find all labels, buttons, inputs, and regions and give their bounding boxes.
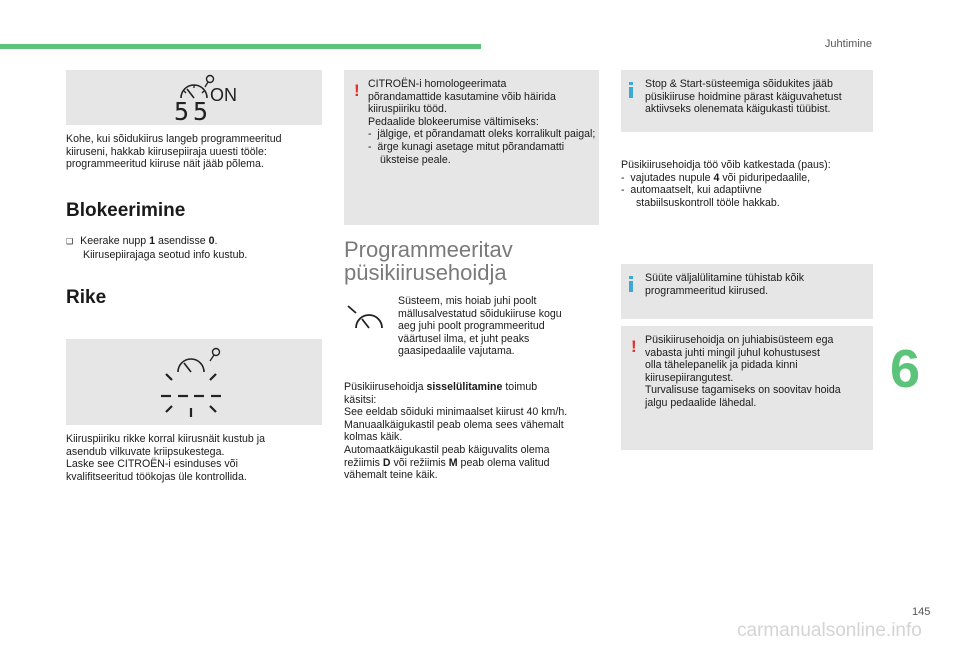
warning-icon: ! [631,337,637,356]
section-title: Juhtimine [824,38,872,50]
info-icon [629,82,633,98]
cruise-control-title: Programmeeritav püsikiirusehoidja [344,237,513,285]
cruise-control-icon [346,302,388,338]
floor-mat-warning-box: ! CITROËN-i homologeerimata põrandamattide kasutamine võib häirida kiiruspiiriku tööd. Pedaalide blokeerumise vältimiseks: - jälgige, et põrandamatt oleks korralikult paigal; - ärge kunagi asetage mitut põrandamatti üksteise peale. [344,70,599,225]
pause-text: Püsikiirusehoidja töö võib katkestada (paus): - vajutades nupule 4 või piduripedaalile, - automaatselt, kui adaptiivne stabiilsuskontroll tööle hakkab. [621,159,881,209]
list-item: - jälgige, et põrandamatt oleks korralikult paigal; [368,128,596,141]
info-icon [629,276,633,292]
list-item: - ärge kunagi asetage mitut põrandamatti üksteise peale. [368,140,565,166]
heading-blocking: Blokeerimine [66,200,186,221]
bullet-icon: ❑ [66,237,74,246]
reactivation-text: Kohe, kui sõidukiirus langeb programmeeritud kiiruseni, hakkab kiirusepiiraja uuesti tööle: programmeeritud kiiruse näit jääb põlema. [66,133,282,171]
fault-icon-box [66,339,322,425]
activation-text: Püsikiirusehoidja sisselülitamine toimub käsitsi: See eeldab sõiduki minimaalset kiirust 40 km/h. Manuaalkäigukastil peab olema sees vähemalt kolmas käik. Automaatkäigukastil peab käiguvalits olema režiimis D või režiimis M peab olema valitud vähemalt teine käik. [344,381,568,482]
warning-icon: ! [354,81,360,100]
fault-text: Kiiruspiiriku rikke korral kiirusnäit kustub ja asendub vilkuvate kriipsukestega. Laske see CITROËN-i esinduses või kvalifitseeritud töökojas üle kontrollida. [66,433,265,483]
heading-fault: Rike [66,287,107,308]
driver-aid-warning-box: ! Püsikiirusehoidja on juhiabisüsteem ega vabasta juhti mingil juhul kohustusest olla tähelepanelik ja pidada kinni kiirusepiirangutest. Turvalisuse tagamiseks on soovitav hoida jalgu pedaalide lähedal. [621,326,873,450]
list-item: - vajutades nupule 4 või piduripedaalile, [621,171,811,184]
speed-limiter-on-icon-box [66,70,322,125]
cruise-description: Süsteem, mis hoiab juhi poolt mällusalvestatud sõidukiiruse kogu aeg juhi poolt programmeeritud väärtusel ilma, et juht peaks gaasipedaalile vajutama. [398,295,562,358]
stop-start-info-box: Stop & Start-süsteemiga sõidukites jääb püsikiiruse hoidmine pärast käiguvahetust aktiivseks olenemata käigukasti tüübist. [621,70,873,132]
on-label: ON [210,85,237,105]
watermark: carmanualsonline.info [737,620,922,641]
list-item: - automaatselt, kui adaptiivne [621,184,762,197]
chapter-number: 6 [890,339,921,399]
speed-digits: 55 [174,97,213,126]
ignition-info-box: Süüte väljalülitamine tühistab kõik programmeeritud kiirused. [621,264,873,319]
blocking-instruction: ❑ Keerake nupp 1 asendisse 0. Kiirusepiirajaga seotud info kustub. [66,235,248,261]
section-accent-bar [0,44,481,49]
speed-limiter-fault-icon [144,344,254,420]
page-number: 145 [912,606,931,618]
